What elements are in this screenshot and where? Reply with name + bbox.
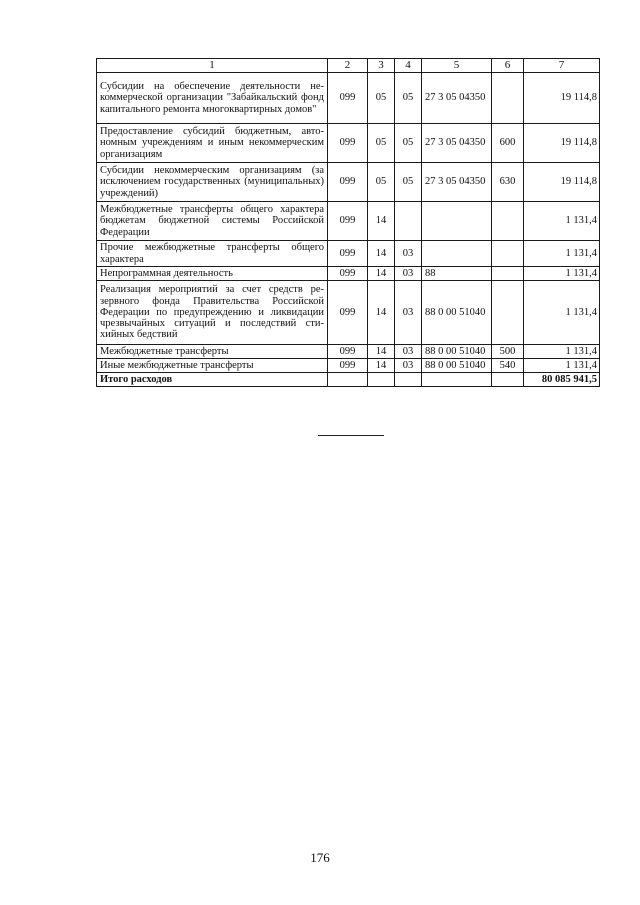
column-header: 4: [395, 59, 422, 73]
cell-admin-code: 099: [328, 345, 368, 359]
cell-subsection: 03: [395, 345, 422, 359]
cell-admin-code: 099: [328, 267, 368, 281]
cell-amount: 1 131,4: [524, 267, 600, 281]
cell-admin-code: 099: [328, 359, 368, 373]
row-name: Субсидии некоммерческим организациям (за исключением государственных (муниципальных) учреждений): [97, 163, 328, 202]
cell-expense-type: 630: [492, 163, 524, 202]
cell-subsection: [395, 202, 422, 241]
table-row: [97, 73, 600, 124]
table-row: [97, 345, 600, 359]
cell-section: 14: [368, 345, 395, 359]
cell-target-item: 27 3 05 04350: [422, 124, 492, 163]
column-header: 2: [328, 59, 368, 73]
table-row: [97, 202, 600, 241]
cell-target-item: 88 0 00 51040: [422, 345, 492, 359]
cell-expense-type: 540: [492, 359, 524, 373]
total-label: Итого расходов: [97, 373, 328, 387]
cell-target-item: 27 3 05 04350: [422, 163, 492, 202]
column-header: 3: [368, 59, 395, 73]
cell-subsection: 03: [395, 281, 422, 345]
row-name: Субсидии на обеспечение деятельности некоммерческой организации "Забайкальский фонд капитального ремонта многоквартирных домов": [97, 73, 328, 124]
empty-cell: [492, 373, 524, 387]
column-header: 6: [492, 59, 524, 73]
cell-section: 05: [368, 163, 395, 202]
row-name: Прочие межбюджетные трансферты общего характера: [97, 241, 328, 267]
cell-subsection: 03: [395, 241, 422, 267]
cell-section: 14: [368, 241, 395, 267]
cell-target-item: 88 0 00 51040: [422, 359, 492, 373]
cell-section: 14: [368, 281, 395, 345]
row-name: Предоставление субсидий бюджетным, автономным учреждениям и иным некоммерческим организациям: [97, 124, 328, 163]
cell-section: 05: [368, 73, 395, 124]
empty-cell: [395, 373, 422, 387]
row-name: Непрограммная деятельность: [97, 267, 328, 281]
empty-cell: [422, 373, 492, 387]
cell-amount: 1 131,4: [524, 359, 600, 373]
column-header: 7: [524, 59, 600, 73]
row-name: Реализация мероприятий за счет средств резервного фонда Правительства Российской Федерации по предупреждению и ликвидации чрезвычайных ситуаций и последствий стихийных бедствий: [97, 281, 328, 345]
cell-section: 14: [368, 202, 395, 241]
cell-amount: 1 131,4: [524, 345, 600, 359]
cell-expense-type: [492, 281, 524, 345]
cell-expense-type: 600: [492, 124, 524, 163]
table-row: [97, 241, 600, 267]
row-name: Межбюджетные трансферты общего характера бюджетам бюджетной системы Российской Федерации: [97, 202, 328, 241]
cell-admin-code: 099: [328, 73, 368, 124]
cell-amount: 1 131,4: [524, 202, 600, 241]
cell-admin-code: 099: [328, 124, 368, 163]
cell-target-item: 88 0 00 51040: [422, 281, 492, 345]
cell-target-item: 88: [422, 267, 492, 281]
row-name: Межбюджетные трансферты: [97, 345, 328, 359]
cell-target-item: 27 3 05 04350: [422, 73, 492, 124]
cell-amount: 19 114,8: [524, 73, 600, 124]
table-row: [97, 359, 600, 373]
cell-target-item: [422, 241, 492, 267]
table-header-row: [97, 59, 600, 73]
column-header: 1: [97, 59, 328, 73]
cell-target-item: [422, 202, 492, 241]
empty-cell: [328, 373, 368, 387]
cell-amount: 1 131,4: [524, 281, 600, 345]
cell-admin-code: 099: [328, 241, 368, 267]
cell-admin-code: 099: [328, 163, 368, 202]
table-row: [97, 281, 600, 345]
end-separator-line: [318, 435, 384, 436]
cell-amount: 19 114,8: [524, 124, 600, 163]
cell-subsection: 03: [395, 359, 422, 373]
cell-section: 14: [368, 359, 395, 373]
table-row: [97, 124, 600, 163]
cell-expense-type: [492, 241, 524, 267]
cell-expense-type: [492, 202, 524, 241]
cell-subsection: 03: [395, 267, 422, 281]
cell-amount: 19 114,8: [524, 163, 600, 202]
total-amount: 80 085 941,5: [524, 373, 600, 387]
cell-subsection: 05: [395, 163, 422, 202]
column-header: 5: [422, 59, 492, 73]
cell-expense-type: 500: [492, 345, 524, 359]
cell-subsection: 05: [395, 73, 422, 124]
cell-amount: 1 131,4: [524, 241, 600, 267]
cell-admin-code: 099: [328, 202, 368, 241]
empty-cell: [368, 373, 395, 387]
table-row: [97, 267, 600, 281]
cell-section: 05: [368, 124, 395, 163]
cell-expense-type: [492, 73, 524, 124]
cell-expense-type: [492, 267, 524, 281]
budget-expenditure-table: [96, 58, 600, 387]
cell-section: 14: [368, 267, 395, 281]
total-row: [97, 373, 600, 387]
cell-admin-code: 099: [328, 281, 368, 345]
table-row: [97, 163, 600, 202]
page-number: 176: [310, 850, 330, 865]
cell-subsection: 05: [395, 124, 422, 163]
row-name: Иные межбюджетные трансферты: [97, 359, 328, 373]
